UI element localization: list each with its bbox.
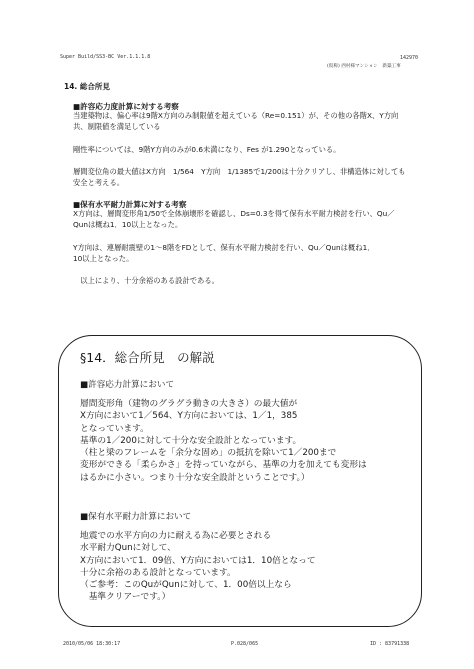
fax-page-number: P.028/065: [231, 641, 259, 647]
fax-timestamp: 2010/05/06 18:30:17: [63, 641, 121, 647]
text-line: 10以上となった。: [73, 253, 134, 263]
text-line: 共、制限値を満足している: [73, 122, 161, 132]
text-line: Qunは概ね1．10以上となった。: [73, 220, 183, 230]
text-line: 剛性率については、9階Y方向のみが0.6未満になり、Fes が1.290となっている。: [73, 144, 341, 154]
text-line: Y方向は、連層耐震壁の1～8階をFDとして、保有水平耐力検討を行い、Qu／Qunは概ね1．: [73, 242, 375, 252]
text-line: 当建築物は、偏心率は9階X方向のみ制限値を超えている（Re=0.151）が、その他の各階X、Y方向: [73, 111, 399, 120]
horizontal-capacity-heading: ■保有水平耐力計算に対する考察: [73, 200, 187, 209]
text-line: [73, 230, 395, 241]
text-line: 層間変形角（建物のグラグラ動きの大きさ）の最大値が: [80, 399, 298, 409]
text-line: 変形ができる「柔らかさ」を持っていながら、基準の力を加えても変形は: [80, 460, 367, 471]
text-line: X方向は、層間変形角1/50で全体崩壊形を確認し、Ds=0.3を得て保有水平耐力検討を行い、Qu／: [73, 209, 395, 218]
text-line: （柱と梁のフレームを「余分な固め」の抵抗を除いて1／200まで: [80, 448, 337, 459]
fax-id: ID : 83791338: [370, 641, 410, 647]
section-heading: 14. 総合所見: [64, 82, 110, 91]
text-line: はるかに小さい。つまり十分な安全設計ということです。）: [80, 472, 310, 483]
allowable-stress-text: [73, 110, 406, 188]
text-line: 基準の1／200に対して十分な安全設計となっています。: [80, 435, 302, 446]
page-code: 142970: [400, 55, 419, 61]
commentary-allowable-text: [80, 398, 367, 484]
text-line: X方向において1．09倍、Y方向においては1．10倍となって: [80, 555, 316, 566]
text-line: 基準クリアーです。）: [80, 592, 171, 603]
text-line: 水平耐力Qunに対して、: [80, 543, 176, 554]
text-line: 安全と考える。: [73, 178, 125, 188]
horizontal-capacity-text: [73, 208, 395, 286]
text-line: 地震での水平方向の力に耐える為に必要とされる: [80, 531, 272, 541]
text-line: （ご参考：このQuがQunに対して、1．00倍以上なら: [80, 580, 292, 591]
text-line: 十分に余裕のある設計となっています。: [80, 567, 236, 578]
text-line: となっています。: [80, 423, 149, 434]
commentary-horizontal-heading: ■保有水平耐力計算において: [80, 512, 192, 522]
text-line: 層間変位角の最大値はX方向 1/564 Y方向 1/1385で1/200は十分クリアし、非構造体に対しても: [73, 167, 406, 177]
text-line: X方向において1／564、Y方向においては、1／1，385: [80, 411, 298, 422]
text-line: [73, 264, 395, 275]
text-line: 以上により、十分余裕のある設計である。: [73, 276, 219, 286]
commentary-horizontal-text: [80, 530, 316, 604]
text-line: [73, 132, 406, 143]
commentary-allowable-heading: ■許容応力計算において: [80, 380, 175, 390]
software-version: Super Build/SS3-BC Ver.1.1.1.8: [60, 54, 151, 60]
commentary-title: §14．総合所見 の解説: [80, 350, 215, 365]
company-name: (仮称) 西村様マンション 新築工事: [327, 64, 401, 69]
allowable-stress-heading: ■許容応力度計算に対する考察: [73, 102, 179, 111]
text-line: [73, 155, 406, 166]
